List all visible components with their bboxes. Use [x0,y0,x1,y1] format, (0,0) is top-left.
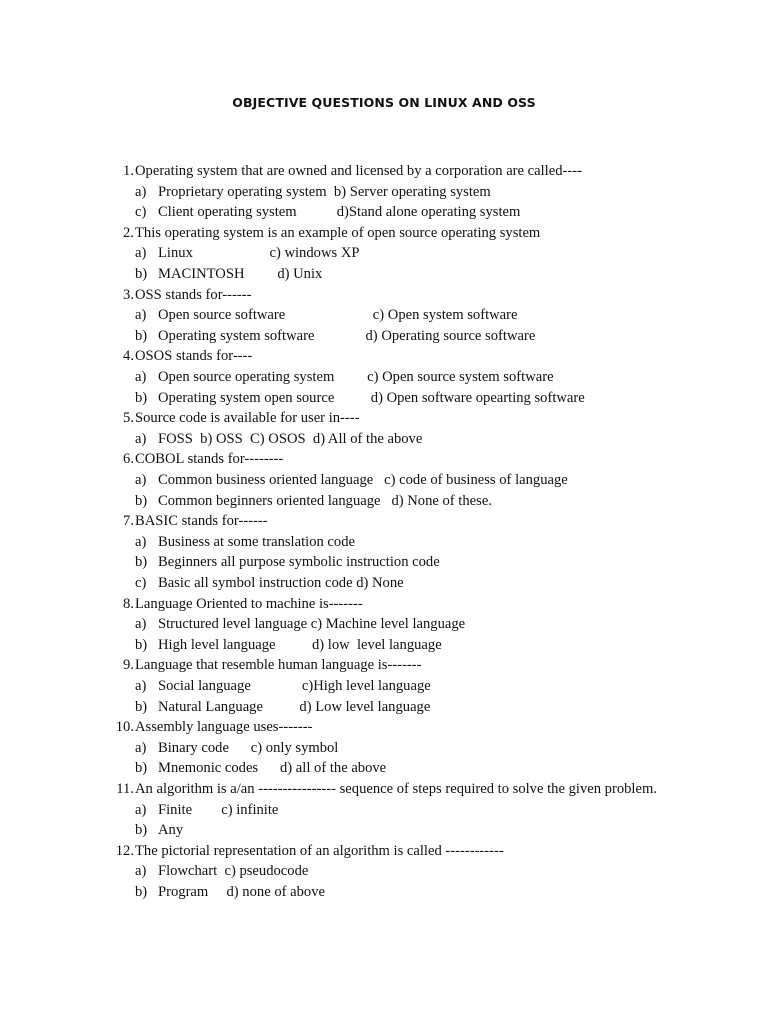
option-label: b) [135,554,148,570]
question-number: 7. [123,513,134,529]
option-text: Binary code c) only symbol [158,740,339,756]
question-text: Operating system that are owned and licensed by a corporation are called---- [135,163,582,179]
option-text: Finite c) infinite [158,802,279,818]
option-text: Open source operating system c) Open source system software [158,369,554,385]
option-text: Operating system open source d) Open software opearting software [158,390,585,406]
option-text: High level language d) low level language [158,637,442,653]
question-number: 11. [116,781,134,797]
option-text: Proprietary operating system b) Server operating system [158,184,491,200]
question-text: An algorithm is a/an ---------------- sequence of steps required to solve the given problem. [135,781,657,797]
question-text: BASIC stands for------ [135,513,268,529]
option-text: Open source software c) Open system software [158,307,518,323]
option-label: a) [135,863,147,879]
option-label: a) [135,534,147,550]
question-text: Language Oriented to machine is------- [135,596,363,612]
option-label: a) [135,431,147,447]
question-text: Language that resemble human language is------- [135,657,422,673]
option-label: c) [135,575,147,591]
option-text: Program d) none of above [158,884,325,900]
option-label: a) [135,616,147,632]
question-text: OSS stands for------ [135,287,252,303]
question-number: 5. [123,410,134,426]
option-label: a) [135,472,147,488]
option-label: a) [135,184,147,200]
question-text: Assembly language uses------- [135,719,313,735]
question-number: 12. [115,843,134,859]
option-text: Social language c)High level language [158,678,431,694]
option-label: b) [135,493,148,509]
option-label: a) [135,802,147,818]
option-text: Common beginners oriented language d) None of these. [158,493,492,509]
question-number: 3. [123,287,134,303]
option-label: b) [135,822,148,838]
option-label: a) [135,369,147,385]
question-number: 2. [123,225,134,241]
option-label: b) [135,390,148,406]
option-label: b) [135,699,148,715]
option-text: MACINTOSH d) Unix [158,266,323,282]
option-label: b) [135,884,148,900]
question-text: This operating system is an example of open source operating system [135,225,541,241]
option-label: b) [135,637,148,653]
option-text: Client operating system d)Stand alone operating system [158,204,521,220]
option-text: Any [158,822,184,838]
option-label: b) [135,328,148,344]
question-text: COBOL stands for-------- [135,451,284,467]
option-label: a) [135,245,147,261]
option-text: Basic all symbol instruction code d) None [158,575,404,591]
question-number: 6. [123,451,134,467]
question-number: 8. [123,596,134,612]
option-text: FOSS b) OSS C) OSOS d) All of the above [158,431,423,447]
option-text: Flowchart c) pseudocode [158,863,309,879]
question-text: The pictorial representation of an algorithm is called ------------ [135,843,504,859]
question-number: 9. [123,657,134,673]
option-label: c) [135,204,147,220]
option-text: Beginners all purpose symbolic instruction code [158,554,440,570]
option-label: a) [135,307,147,323]
question-number: 4. [123,348,134,364]
option-label: b) [135,266,148,282]
option-text: Business at some translation code [158,534,355,550]
document-title: OBJECTIVE QUESTIONS ON LINUX AND OSS [232,95,536,110]
question-text: Source code is available for user in---- [135,410,360,426]
option-label: b) [135,760,148,776]
option-label: a) [135,678,147,694]
option-text: Common business oriented language c) code of business of language [158,472,568,488]
option-text: Structured level language c) Machine level language [158,616,466,632]
option-text: Natural Language d) Low level language [158,699,431,715]
question-number: 10. [115,719,134,735]
option-label: a) [135,740,147,756]
option-text: Linux c) windows XP [158,245,360,261]
question-text: OSOS stands for---- [135,348,253,364]
option-text: Mnemonic codes d) all of the above [158,760,387,776]
question-number: 1. [123,163,134,179]
option-text: Operating system software d) Operating source software [158,328,536,344]
